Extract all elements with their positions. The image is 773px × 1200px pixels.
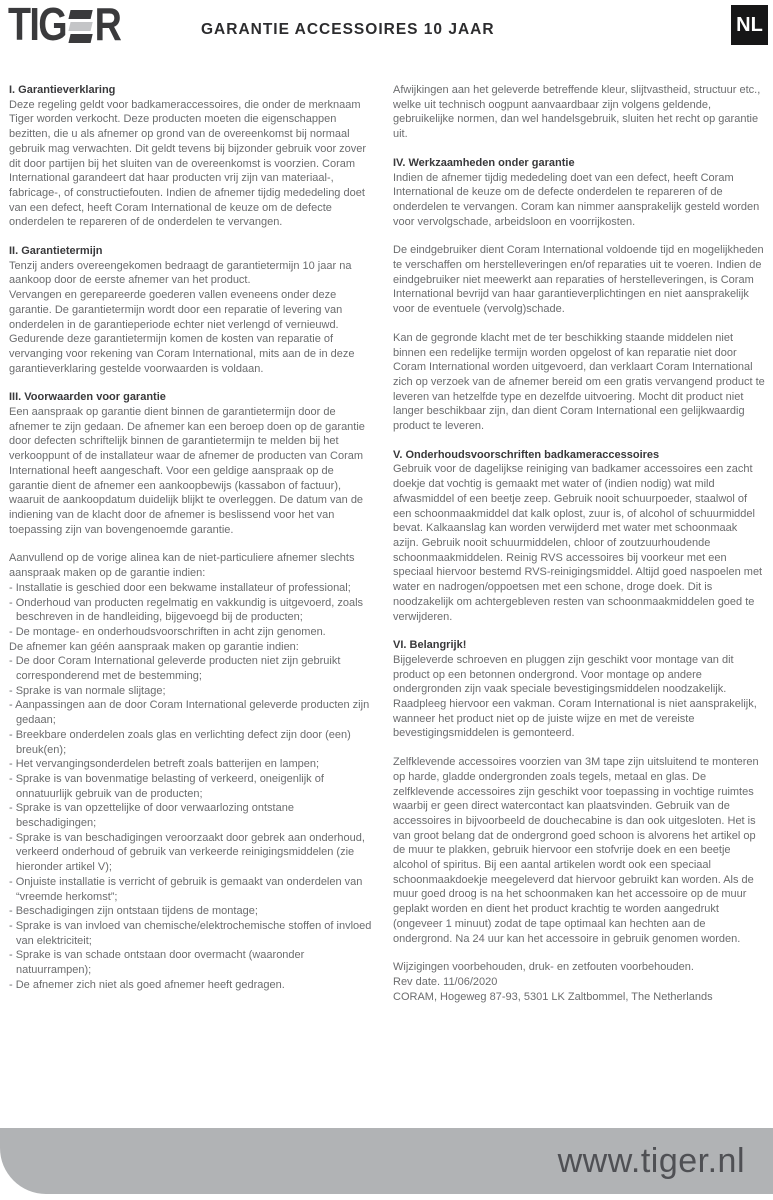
website-url: www.tiger.nl: [557, 1141, 745, 1180]
section-3-paragraph: Een aanspraak op garantie dient binnen de garantietermijn door de afnemer te zijn gedaan. De afnemer kan een beroep doen op de garantie door defecten schriftelijk binnen de garantietermijn te melden bij het verkooppunt of de installateur waar de afnemer de producten van Coram International heeft aangeschaft. Voor een geldige aanspraak op de garantie dient de afnemer een aankoopbewijs (kassabon of factuur), waaruit de aankoopdatum duidelijk blijkt te overleggen. De datum van de indiening van de klacht door de afnemer is beslissend voor het van toepassing zijn van bovengenoemde garantie.: [9, 406, 365, 536]
section-1-paragraph: Deze regeling geldt voor badkameraccessoires, die onder de merknaam Tiger worden verkocht. Deze producten moeten die eigenschappen bezitten, die u als afnemer op grond van de overeenkomst bij normaal gebruik mag verwachten. Dit geldt tevens bij bijzonder gebruik voor zover dit door partijen bij het sluiten van de overeenkomst is voorzien. Coram International garandeert dat haar producten vrij zijn van materiaal-, fabricage-, of constructiefouten. Indien de afnemer tijdig mededeling doet van een defect, heeft Coram International de keuze om de defecte onderdelen te repareren of de onderdelen te vervangen.: [9, 98, 367, 229]
section-3-list-b-intro: De afnemer kan géén aanspraak maken op garantie indien:: [9, 640, 299, 653]
section-3-list-a-intro: Aanvullend op de vorige alinea kan de niet-particuliere afnemer slechts aanspraak maken op de garantie indien:: [9, 552, 355, 580]
rev-date: Rev date. 11/06/2020: [393, 975, 498, 988]
list-item: - De afnemer zich niet als goed afnemer heeft gedragen.: [9, 978, 285, 991]
section-4-paragraph: Indien de afnemer tijdig mededeling doet van een defect, heeft Coram International de keuze om de defecte onderdelen te repareren of de onderdelen te vervangen. Coram kan nimmer aansprakelijk gesteld worden voor vervolgschade, arbeidsloon en voorrijkosten.: [393, 171, 760, 228]
company-address: CORAM, Hogeweg 87-93, 5301 LK Zaltbommel, The Netherlands: [393, 990, 713, 1003]
list-item: - Installatie is geschied door een bekwame installateur of professional;: [9, 581, 351, 594]
footer-bar: [0, 1128, 773, 1194]
section-4-paragraph: De eindgebruiker dient Coram International voldoende tijd en mogelijkheden te verschaffen om herstelleveringen en/of reparaties uit te voeren. Indien de eindgebruiker niet meewerkt aan reparaties of herstelleveringen, is Coram International bevrijd van haar garantieverplichtingen en niet aansprakelijk voor de eventuele (vervolg)schade.: [393, 244, 764, 316]
disclaimer-note: Wijzigingen voorbehouden, druk- en zetfouten voorbehouden.: [393, 961, 694, 974]
logo-text-r: R: [94, 0, 121, 50]
logo-e-bar-middle: [68, 22, 92, 31]
list-item: - De door Coram International geleverde producten niet zijn gebruikt corresponderend met de bestemming;: [9, 655, 341, 683]
section-2-paragraph: Tenzij anders overeengekomen bedraagt de garantietermijn 10 jaar na aankoop door de eerste afnemer van het product.: [9, 259, 352, 287]
section-6-paragraph: Bijgeleverde schroeven en pluggen zijn geschikt voor montage van dit product op een betonnen ondergrond. Voor montage op andere ondergronden zijn vaak speciale bevestigingsmiddelen noodzakelijk. Raadpleeg hiervoor een vakman. Coram International is niet aansprakelijk, wanneer het product niet op de juiste wijze en met de vereiste bevestigingsmiddelen is gemonteerd.: [393, 653, 757, 740]
tiger-logo: [8, 0, 121, 50]
list-item: - Beschadigingen zijn ontstaan tijdens de montage;: [9, 905, 258, 918]
list-item: - Aanpassingen aan de door Coram International geleverde producten zijn gedaan;: [9, 699, 370, 727]
list-item: - Sprake is van bovenmatige belasting of verkeerd, oneigenlijk of onnatuurlijk gebruik van de producten;: [9, 772, 324, 800]
list-item: - Breekbare onderdelen zoals glas en verlichting defect zijn door (een) breuk(en);: [9, 728, 351, 756]
section-5-paragraph: Gebruik voor de dagelijkse reiniging van badkamer accessoires een zacht doekje dat vochtig is gemaakt met water of (indien nodig) wat mild afwasmiddel of een beetje zeep. Gebruik nooit schuurpoeder, staalwol of een schoonmaakmiddel dat kalk oplost, zuur is, of alcohol of schuurmiddel bevat. Kalkaanslag kan worden verwijderd met water met schoonmaak azijn. Gebruik nooit schuurmiddelen, chloor of zoutzuurhoudende schoonmaakmiddelen. Reinig RVS accessoires bij voorkeur met een speciaal hiervoor bestemd RVS-reinigingsmiddel. Altijd goed naspoelen met water en nadrogen/oppoetsen met een schone, droge doek. Dit is noodzakelijk om achtergebleven resten van schoonmaakmiddelen goed te verwijderen.: [393, 463, 763, 623]
section-1-heading: I. Garantieverklaring: [9, 84, 116, 96]
list-item: - De montage- en onderhoudsvoorschriften in acht zijn genomen.: [9, 625, 326, 638]
logo-e-glyph-icon: [69, 10, 91, 43]
section-3-list-a: [9, 581, 376, 640]
right-column: [393, 83, 765, 1004]
country-badge: NL: [731, 5, 768, 45]
list-item: - Sprake is van opzettelijke of door verwaarlozing ontstane beschadigingen;: [9, 802, 294, 830]
section-6-heading: VI. Belangrijk!: [393, 639, 467, 652]
list-item: - Het vervangingsonderdelen betreft zoals batterijen en lampen;: [9, 758, 320, 771]
section-4-heading: IV. Werkzaamheden onder garantie: [393, 156, 575, 169]
list-item: - Onderhoud van producten regelmatig en vakkundig is uitgevoerd, zoals beschreven in de handleiding, bijgevoegd bij de producten;: [9, 596, 364, 624]
page-title: GARANTIE ACCESSOIRES 10 JAAR: [201, 21, 495, 38]
section-2-paragraph: Vervangen en gerepareerde goederen vallen eveneens onder deze garantie. De garantietermijn wordt door een reparatie of levering van onderdelen in de garantieperiode echter niet verlengd of vernieuwd.: [9, 289, 343, 331]
section-2-paragraph: Gedurende deze garantietermijn komen de kosten van reparatie of vervanging voor rekening van Coram International, mits aan de in deze garantieverklaring gestelde voorwaarden is voldaan.: [9, 333, 355, 375]
section-3-list-b: [9, 654, 376, 992]
section-2-heading: II. Garantietermijn: [9, 245, 103, 258]
deviations-paragraph: Afwijkingen aan het geleverde betreffende kleur, slijtvastheid, structuur etc., welke uit technisch oogpunt aanvaardbaar zijn volgens geldende, gebruikelijke normen, dan wel handelsgebruik, sluiten het recht op garantie uit.: [393, 84, 761, 141]
logo-e-bar-top: [68, 10, 92, 19]
logo-text-tig: TIG: [8, 0, 66, 50]
section-5-heading: V. Onderhoudsvoorschriften badkameraccessoires: [393, 448, 660, 461]
left-column: [9, 83, 376, 992]
section-6-paragraph: Zelfklevende accessoires voorzien van 3M tape zijn uitsluitend te monteren op harde, gladde ondergronden zoals tegels, metaal en glas. De zelfklevende accessoires zijn geschikt voor toepassing in vochtige ruimtes waarbij er geen direct watercontact kan plaatsvinden. Gebruik van de accessoires in bijvoorbeeld de douchecabine is dan ook uitgesloten. Het is van groot belang dat de ondergrond goed schoon is alvorens het artikel op de muur te plakken, gebruik hiervoor een stofvrije doek en een beetje alcohol of spiritus. Bij een aantal artikelen wordt ook een speciaal schoonmaakdoekje meegeleverd dat hiervoor gebruikt kan worden. Als de muur goed droog is na het schoonmaken kan het accessoire op de muur geplakt worden en dient het product krachtig te worden aangedrukt (ongeveer 1 minuut) zodat de tape optimaal kan hechten aan de ondergrond. Na 24 uur kan het accessoire in gebruik genomen worden.: [393, 756, 759, 945]
logo-e-bar-bottom: [68, 34, 92, 43]
list-item: - Sprake is van schade ontstaan door overmacht (waaronder natuurrampen);: [9, 949, 305, 977]
list-item: - Sprake is van beschadigingen veroorzaakt door gebrek aan onderhoud, verkeerd onderhoud of gebruik van verkeerde reinigingsmiddelen (zie hieronder artikel V);: [9, 831, 365, 874]
list-item: - Sprake is van normale slijtage;: [9, 684, 166, 697]
list-item: - Sprake is van invloed van chemische/elektrochemische stoffen of invloed van elektriciteit;: [9, 919, 372, 947]
section-3-heading: III. Voorwaarden voor garantie: [9, 391, 166, 404]
section-4-paragraph: Kan de gegronde klacht met de ter beschikking staande middelen niet binnen een redelijke termijn worden opgelost of kan reparatie niet door Coram International worden uitgevoerd, dan verklaart Coram International zich op verzoek van de afnemer bereid om een gratis vervangend product te leveren van hetzelfde type en dezelfde uitvoering. Mocht dit product niet langer beschikbaar zijn, dan dient Coram International een gelijkwaardig product te leveren.: [393, 331, 765, 433]
list-item: - Onjuiste installatie is verricht of gebruik is gemaakt van onderdelen van “vreemde herkomst”;: [9, 875, 363, 903]
